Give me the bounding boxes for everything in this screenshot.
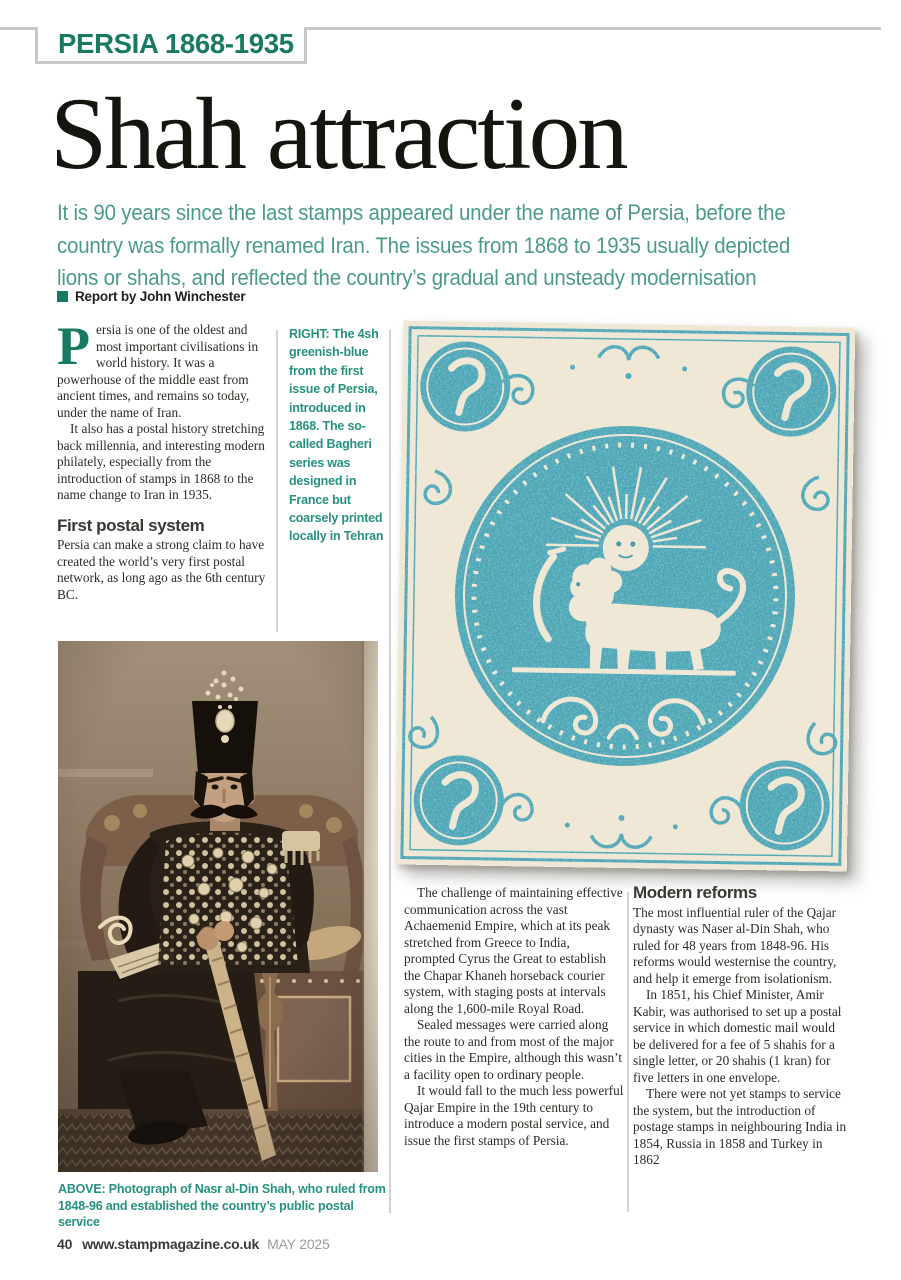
print-texture (395, 320, 855, 871)
standfirst-line: It is 90 years since the last stamps appeared under the name of Persia, before the (57, 200, 786, 225)
stamp-caption: RIGHT: The 4sh greenish-blue from the first issue of Persia, introduced in 1868. The so-called Bagheri series was designed in France but coarsely printed locally in Tehran (289, 327, 384, 544)
page-footer (57, 1236, 330, 1252)
byline-bullet-icon (57, 291, 68, 302)
paragraph: There were not yet stamps to service the system, but the introduction of postage stamps in neighbouring India in 1854, Russia in 1858 and Turkey in 1862 (633, 1086, 847, 1167)
dropcap: P (57, 316, 90, 376)
byline (57, 289, 245, 304)
paragraph: Persia can make a strong claim to have created the world’s very first postal network, as long ago as the 6th century BC. (57, 537, 266, 602)
byline-text: Report by John Winchester (75, 289, 246, 304)
left-column (57, 316, 275, 603)
paragraph: It also has a postal history stretching back millennia, and interesting modern philately, especially from the introduction of stamps in 1868 to the name change to Iran in 1935. (57, 421, 265, 502)
photo-caption: ABOVE: Photograph of Nasr al-Din Shah, who ruled from 1848-96 and established the country’s public postal service (58, 1182, 386, 1229)
paragraph (57, 316, 275, 421)
subhead-modern-reforms: Modern reforms (633, 883, 757, 902)
photo-vignette (58, 641, 378, 1172)
kicker-box (35, 27, 307, 64)
standfirst (57, 197, 862, 295)
paragraph: Sealed messages were carried along the route to and from most of the major cities in the Empire, although this wasn’t a facility open to ordinary people. (404, 1017, 623, 1082)
kicker-label: PERSIA 1868-1935 (58, 28, 294, 59)
column-rule (627, 892, 629, 1212)
stamp-image (395, 320, 855, 871)
column-rule (389, 330, 391, 1213)
paragraph: In 1851, his Chief Minister, Amir Kabir, was authorised to set up a postal service in which domestic mail would be delivered for a fee of 5 shahis for a single letter, or 20 shahis (1 kran) for five letters in one envelope. (633, 987, 842, 1085)
paragraph: It would fall to the much less powerful Qajar Empire in the 19th century to introduce a modern postal service, and issue the first stamps of Persia. (404, 1083, 624, 1148)
page-title: Shah attraction (50, 77, 626, 191)
standfirst-line: lions or shahs, and reflected the country’s gradual and unsteady modernisation (57, 265, 757, 290)
middle-column (404, 885, 624, 1149)
footer-website: www.stampmagazine.co.uk (82, 1236, 260, 1252)
paragraph: The most influential ruler of the Qajar dynasty was Naser al-Din Shah, who ruled for 48 years from 1848-96. His reforms would westernise the country, and help it emerge from isolationism. (633, 904, 837, 986)
subhead-first-postal-system: First postal system (57, 515, 205, 535)
shah-photo (58, 641, 378, 1172)
paragraph-text: ersia is one of the oldest and most important civilisations in world history. It was a powerhouse of the middle east from ancient times, and remains so today, under the name of Iran. (57, 322, 259, 420)
page-number: 40 (57, 1236, 73, 1252)
paragraph: The challenge of maintaining effective communication across the vast Achaemenid Empire, which at its peak stretched from Greece to India, prompted Cyrus the Great to establish the Chapar Khaneh horseback courier system, with staging posts at intervals along the 1,600-mile Royal Road. (404, 885, 623, 1016)
right-column (633, 885, 847, 1169)
standfirst-line: country was formally renamed Iran. The issues from 1868 to 1935 usually depicted (57, 232, 791, 258)
footer-issue-date: MAY 2025 (267, 1236, 330, 1252)
column-rule (276, 330, 278, 632)
